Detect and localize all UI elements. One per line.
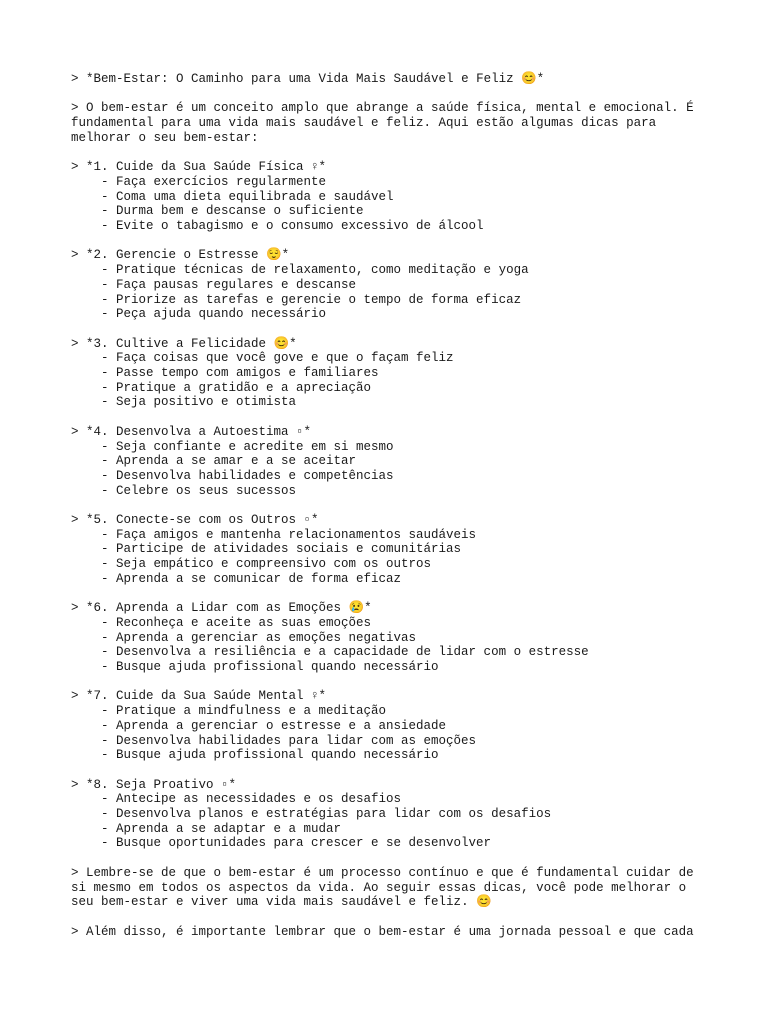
- section-5: [71, 513, 708, 587]
- section-heading: > *3. Cultive a Felicidade 😊*: [71, 336, 297, 351]
- section-heading: > *1. Cuide da Sua Saúde Física ♀*: [71, 160, 327, 175]
- list-item: - Aprenda a se comunicar de forma eficaz: [101, 571, 402, 586]
- list-item: - Pratique a mindfulness e a meditação: [101, 704, 387, 719]
- list-item: - Celebre os seus sucessos: [101, 483, 297, 498]
- list-item: - Reconheça e aceite as suas emoções: [101, 615, 372, 630]
- trailing-paragraph: > Além disso, é importante lembrar que o bem-estar é uma jornada pessoal e que cada: [71, 924, 694, 939]
- intro-paragraph: > O bem-estar é um conceito amplo que abrange a saúde física, mental e emocional. É fundamental para uma vida mais saudável e feliz. Aqui estão algumas dicas para melhorar o seu bem-estar:: [71, 101, 694, 145]
- list-item: - Seja positivo e otimista: [101, 395, 297, 410]
- section-6: [71, 601, 708, 675]
- section-8: [71, 778, 708, 852]
- list-item: - Peça ajuda quando necessário: [101, 307, 327, 322]
- list-item: - Faça coisas que você gove e que o façam feliz: [101, 351, 454, 366]
- section-3: [71, 337, 708, 411]
- section-7: [71, 689, 708, 763]
- list-item: - Desenvolva habilidades para lidar com as emoções: [101, 733, 477, 748]
- list-item: - Faça pausas regulares e descanse: [101, 277, 357, 292]
- list-item: - Evite o tabagismo e o consumo excessivo de álcool: [101, 219, 484, 233]
- section-heading: > *7. Cuide da Sua Saúde Mental ♀*: [71, 689, 327, 704]
- section-2: [71, 248, 708, 322]
- list-item: - Faça amigos e mantenha relacionamentos saudáveis: [101, 527, 477, 542]
- list-item: - Durma bem e descanse o suficiente: [101, 204, 364, 219]
- section-1: [71, 160, 708, 234]
- list-item: - Aprenda a se amar e a se aceitar: [101, 454, 357, 469]
- list-item: - Priorize as tarefas e gerencie o tempo de forma eficaz: [101, 292, 522, 307]
- list-item: - Desenvolva a resiliência e a capacidade de lidar com o estresse: [101, 645, 589, 660]
- list-item: - Seja empático e compreensivo com os outros: [101, 557, 432, 572]
- section-heading: > *8. Seja Proativo ▫*: [71, 777, 237, 792]
- list-item: - Desenvolva planos e estratégias para lidar com os desafios: [101, 807, 552, 822]
- section-heading: > *2. Gerencie o Estresse 😌*: [71, 248, 290, 263]
- list-item: - Pratique a gratidão e a apreciação: [101, 380, 372, 395]
- section-heading: > *5. Conecte-se com os Outros ▫*: [71, 513, 319, 527]
- list-item: - Coma uma dieta equilibrada e saudável: [101, 189, 394, 204]
- list-item: - Seja confiante e acredite em si mesmo: [101, 439, 394, 454]
- list-item: - Aprenda a gerenciar as emoções negativas: [101, 630, 417, 645]
- list-item: - Participe de atividades sociais e comunitárias: [101, 542, 462, 557]
- section-4: [71, 425, 708, 499]
- section-heading: > *6. Aprenda a Lidar com as Emoções 😢*: [71, 601, 372, 616]
- list-item: - Busque ajuda profissional quando necessário: [101, 748, 439, 763]
- list-item: - Faça exercícios regularmente: [101, 174, 327, 189]
- list-item: - Passe tempo com amigos e familiares: [101, 366, 379, 380]
- list-item: - Aprenda a gerenciar o estresse e a ansiedade: [101, 718, 447, 733]
- list-item: - Busque oportunidades para crescer e se desenvolver: [101, 836, 492, 851]
- closing-paragraph: > Lembre-se de que o bem-estar é um processo contínuo e que é fundamental cuidar de si mesmo em todos os aspectos da vida. Ao seguir essas dicas, você pode melhorar o seu bem-estar e viver uma vida mais saudável e feliz. 😊: [71, 865, 694, 910]
- document-title: > *Bem-Estar: O Caminho para uma Vida Mais Saudável e Feliz 😊*: [71, 72, 545, 86]
- list-item: - Desenvolva habilidades e competências: [101, 468, 394, 483]
- section-heading: > *4. Desenvolva a Autoestima ▫*: [71, 424, 312, 439]
- list-item: - Pratique técnicas de relaxamento, como meditação e yoga: [101, 263, 529, 278]
- list-item: - Busque ajuda profissional quando necessário: [101, 660, 439, 675]
- list-item: - Antecipe as necessidades e os desafios: [101, 792, 402, 807]
- list-item: - Aprenda a se adaptar e a mudar: [101, 821, 342, 836]
